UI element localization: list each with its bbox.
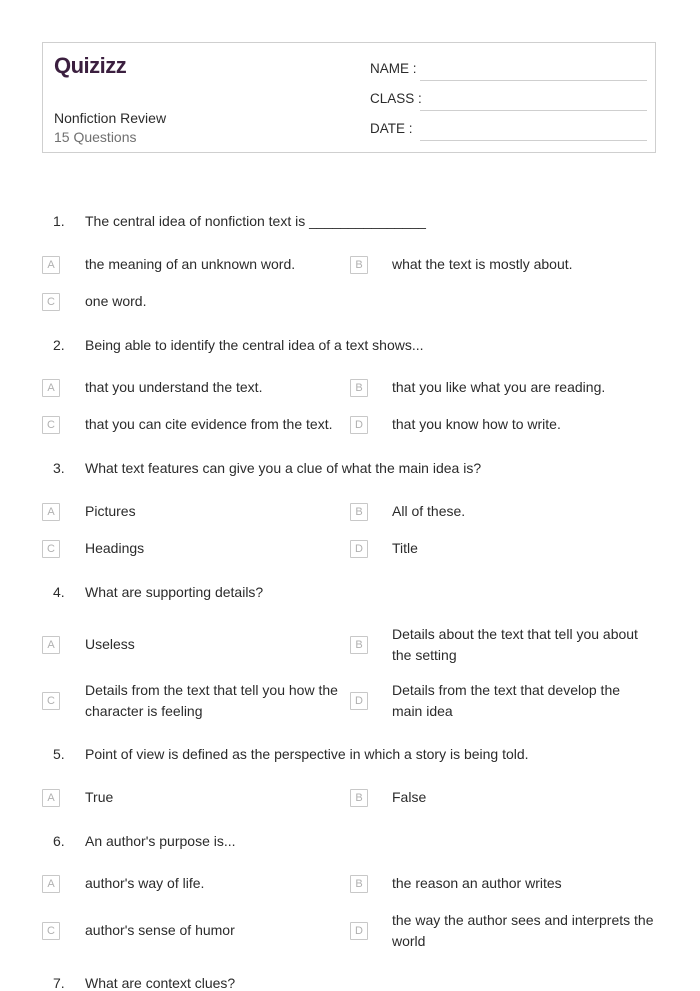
option-text: that you can cite evidence from the text.	[85, 416, 333, 432]
question-number: 2.	[53, 337, 65, 353]
question-number: 7.	[53, 975, 65, 991]
option-letter-box: B	[350, 875, 368, 893]
option-letter-box: A	[42, 379, 60, 397]
question-count: 15 Questions	[54, 129, 137, 145]
option-text: Details from the text that develop the main idea	[392, 682, 621, 719]
question-number: 4.	[53, 584, 65, 600]
option-letter-box: B	[350, 636, 368, 654]
option-text: the way the author sees and interprets the world	[392, 912, 654, 949]
option-letter-box: C	[42, 293, 60, 311]
option-letter-box: D	[350, 692, 368, 710]
option-letter-box: C	[42, 416, 60, 434]
option-letter-box: D	[350, 922, 368, 940]
option-letter-box: A	[42, 256, 60, 274]
option-letter-box: A	[42, 503, 60, 521]
question-number: 5.	[53, 746, 65, 762]
option-text: that you understand the text.	[85, 379, 263, 395]
quiz-title: Nonfiction Review	[54, 110, 167, 126]
question-text: The central idea of nonfiction text is _______________	[85, 213, 426, 229]
option-letter-box: A	[42, 636, 60, 654]
worksheet-header	[42, 42, 656, 153]
option-letter-box: D	[350, 540, 368, 558]
question-number: 3.	[53, 460, 65, 476]
option-letter-box: C	[42, 922, 60, 940]
option-text: Useless	[85, 636, 135, 652]
class-label: CLASS :	[370, 91, 422, 106]
option-letter-box: C	[42, 692, 60, 710]
option-text: Details from the text that tell you how the character is feeling	[85, 682, 338, 719]
option-text: one word.	[85, 293, 147, 309]
option-letter-box: B	[350, 503, 368, 521]
option-letter-box: A	[42, 789, 60, 807]
option-text: what the text is mostly about.	[392, 256, 573, 272]
option-text: author's sense of humor	[85, 922, 235, 938]
name-label: NAME :	[370, 61, 417, 76]
option-letter-box: C	[42, 540, 60, 558]
option-text: False	[392, 789, 427, 805]
option-letter-box: B	[350, 789, 368, 807]
class-line[interactable]	[420, 110, 647, 111]
name-line[interactable]	[420, 80, 647, 81]
question-text: Point of view is defined as the perspective in which a story is being told.	[85, 746, 529, 762]
question-text: What text features can give you a clue of what the main idea is?	[85, 460, 482, 476]
option-letter-box: A	[42, 875, 60, 893]
class-field[interactable]	[370, 91, 647, 111]
option-text: Details about the text that tell you about the setting	[392, 626, 638, 663]
quizizz-logo: Quizizz	[54, 53, 127, 78]
date-field[interactable]	[370, 121, 647, 141]
option-text: Pictures	[85, 503, 136, 519]
option-letter-box: B	[350, 379, 368, 397]
option-letter-box: B	[350, 256, 368, 274]
date-line[interactable]	[420, 140, 647, 141]
question-text: An author's purpose is...	[85, 833, 236, 849]
option-text: Title	[392, 540, 418, 556]
option-text: True	[85, 789, 114, 805]
question-text: What are context clues?	[85, 975, 236, 991]
question-text: Being able to identify the central idea of a text shows...	[85, 337, 424, 353]
date-label: DATE :	[370, 121, 413, 136]
option-text: Headings	[85, 540, 145, 556]
option-letter-box: D	[350, 416, 368, 434]
option-text: that you like what you are reading.	[392, 379, 606, 395]
name-field[interactable]	[370, 61, 647, 81]
option-text: All of these.	[392, 503, 466, 519]
question-number: 1.	[53, 213, 65, 229]
question-text: What are supporting details?	[85, 584, 264, 600]
question-number: 6.	[53, 833, 65, 849]
option-text: the reason an author writes	[392, 875, 562, 891]
option-text: the meaning of an unknown word.	[85, 256, 296, 272]
option-text: that you know how to write.	[392, 416, 561, 432]
option-text: author's way of life.	[85, 875, 205, 891]
